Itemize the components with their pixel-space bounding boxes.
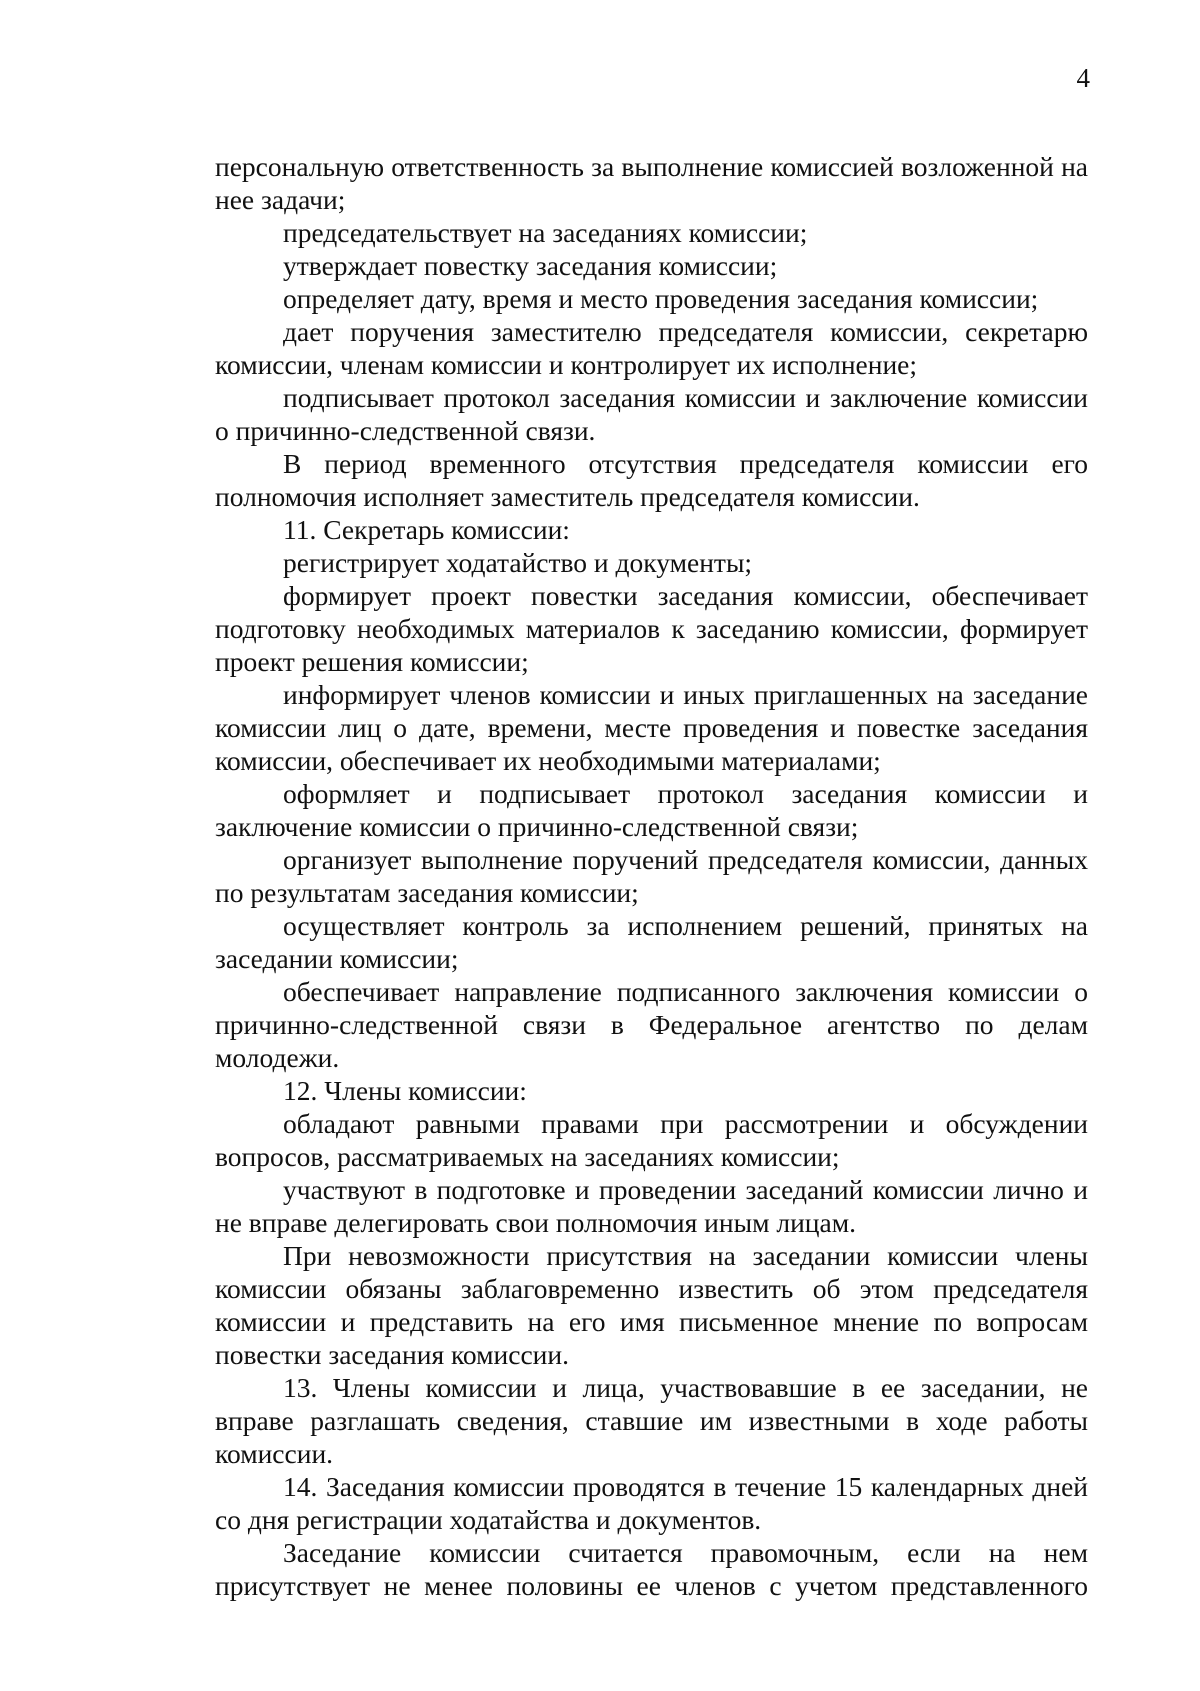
section-14-paragraph: 14. Заседания комиссии проводятся в течение 15 календарных дней со дня регистрации ходатайства и документов. [215, 1471, 1088, 1535]
paragraph-chairman-instructions: дает поручения заместителю председателя комиссии, секретарю комиссии, членам комиссии и контролирует их исполнение; [215, 316, 1088, 380]
paragraph-quorum: Заседание комиссии считается правомочным, если на нем присутствует не менее половины ее членов с учетом представленного [215, 1537, 1088, 1601]
paragraph-secretary-protocol: оформляет и подписывает протокол заседания комиссии и заключение комиссии о причинно-следственной связи; [215, 778, 1088, 842]
paragraph-secretary-agenda: формирует проект повестки заседания комиссии, обеспечивает подготовку необходимых материалов к заседанию комиссии, формирует проект решения комиссии; [215, 580, 1088, 677]
paragraph-secretary-organizes: организует выполнение поручений председателя комиссии, данных по результатам заседания комиссии; [215, 844, 1088, 908]
paragraph-chairman-date-time: определяет дату, время и место проведения заседания комиссии; [283, 283, 1039, 314]
paragraph-secretary-registers: регистрирует ходатайство и документы; [283, 547, 753, 578]
paragraph-members-participate: участвуют в подготовке и проведении заседаний комиссии лично и не вправе делегировать свои полномочия иным лицам. [215, 1174, 1088, 1238]
paragraph-chairman-signs: подписывает протокол заседания комиссии и заключение комиссии о причинно-следственной связи. [215, 382, 1088, 446]
paragraph-chairman-responsibility: персональную ответственность за выполнение комиссией возложенной на нее задачи; [215, 151, 1088, 215]
paragraph-secretary-informs: информирует членов комиссии и иных приглашенных на заседание комиссии лиц о дате, времени, месте проведения и повестке заседания комиссии, обеспечивает их необходимыми материалами; [215, 679, 1088, 776]
section-13-paragraph: 13. Члены комиссии и лица, участвовавшие в ее заседании, не вправе разглашать сведения, ставшие им известными в ходе работы комиссии. [215, 1372, 1088, 1469]
section-12-heading: 12. Члены комиссии: [283, 1075, 527, 1106]
paragraph-members-absence: При невозможности присутствия на заседании комиссии члены комиссии обязаны заблаговременно известить об этом председателя комиссии и представить на его имя письменное мнение по вопросам повестки заседания комиссии. [215, 1240, 1088, 1370]
paragraph-chairman-agenda: утверждает повестку заседания комиссии; [283, 250, 778, 281]
paragraph-members-rights: обладают равными правами при рассмотрении и обсуждении вопросов, рассматриваемых на заседаниях комиссии; [215, 1108, 1088, 1172]
page-number: 4 [1076, 63, 1090, 93]
paragraph-chairman-presides: председательствует на заседаниях комиссии; [283, 217, 808, 248]
paragraph-secretary-sends: обеспечивает направление подписанного заключения комиссии о причинно-следственной связи в Федеральное агентство по делам молодежи. [215, 976, 1088, 1073]
section-11-heading: 11. Секретарь комиссии: [283, 514, 570, 545]
document-body [215, 150, 1088, 1602]
paragraph-secretary-control: осуществляет контроль за исполнением решений, принятых на заседании комиссии; [215, 910, 1088, 974]
paragraph-chairman-absence: В период временного отсутствия председателя комиссии его полномочия исполняет заместитель председателя комиссии. [215, 448, 1088, 512]
